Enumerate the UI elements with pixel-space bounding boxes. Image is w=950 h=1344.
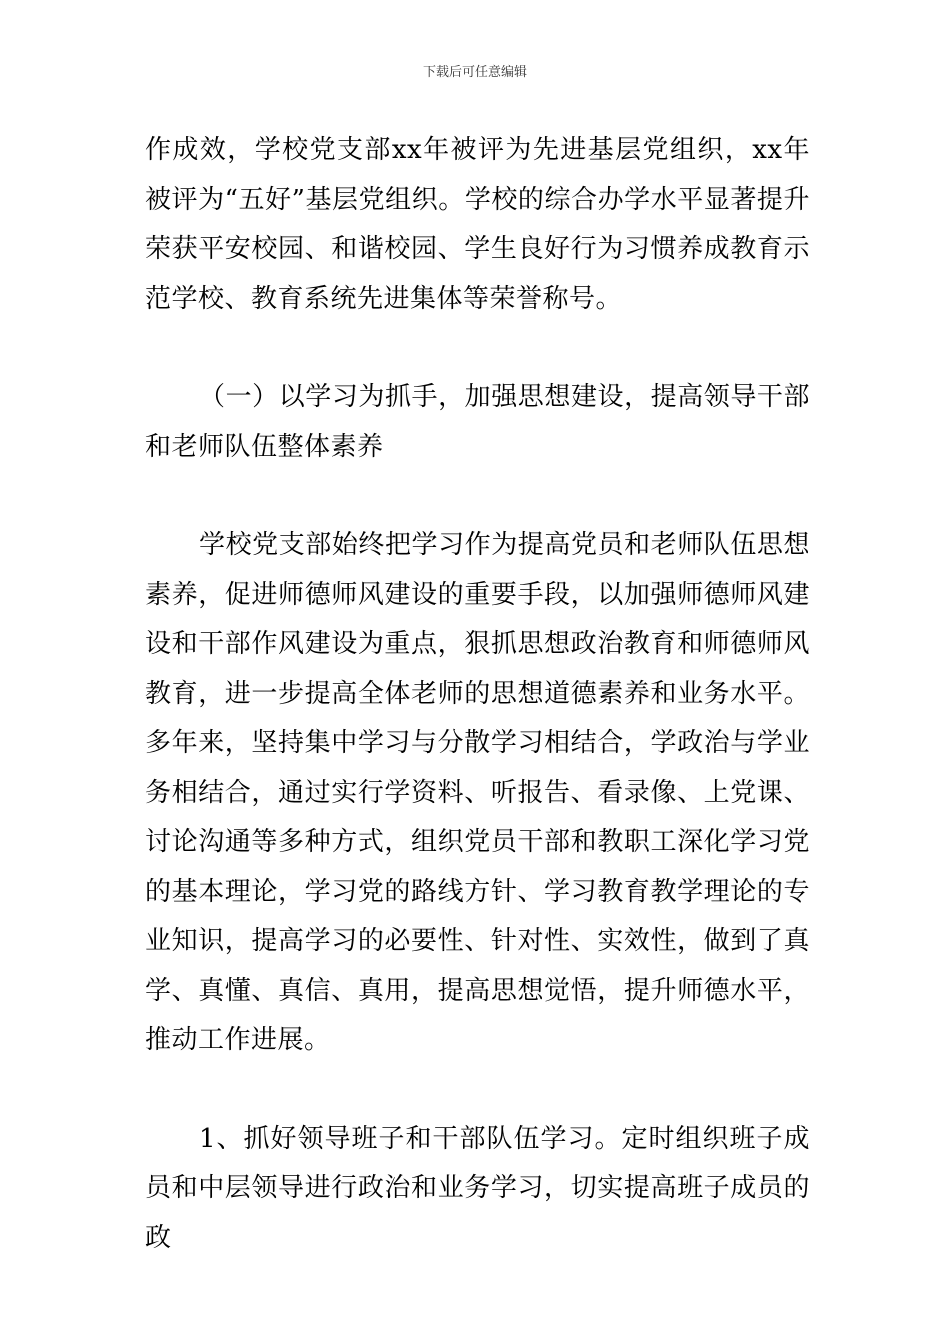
paragraph-gap bbox=[145, 1066, 810, 1115]
paragraph-leadership-study: 1、抓好领导班子和干部队伍学习。定时组织班子成员和中层领导进行政治和业务学习，切实提高班子成员的政 bbox=[145, 1123, 810, 1253]
page-header: 下载后可任意编辑 bbox=[422, 65, 527, 80]
document-body bbox=[145, 126, 810, 1263]
paragraph-study: 学校党支部始终把学习作为提高党员和老师队伍思想素养，促进师德师风建设的重要手段，以加强师德师风建设和干部作风建设为重点，狠抓思想政治教育和师德师风教育，进一步提高全体老师的思想道德素养和业务水平。多年来，坚持集中学习与分散学习相结合，学政治与学业务相结合，通过实行学资料、听报告、看录像、上党课、讨论沟通等多种方式，组织党员干部和教职工深化学习党的基本理论，学习党的路线方针、学习教育教学理论的专业知识，提高学习的必要性、针对性、实效性，做到了真学、真懂、真信、真用，提高思想觉悟，提升师德水平，推动工作进展。 bbox=[145, 530, 810, 1055]
paragraph-gap bbox=[145, 472, 810, 521]
paragraph-gap bbox=[145, 324, 810, 373]
paragraph-continuation: 作成效，学校党支部xx年被评为先进基层党组织，xx年被评为“五好”基层党组织。学校的综合办学水平显著提升荣获平安校园、和谐校园、学生良好行为习惯养成教育示范学校、教育系统先进集体等荣誉称号。 bbox=[145, 135, 810, 314]
section-heading: （一）以学习为抓手，加强思想建设，提高领导干部和老师队伍整体素养 bbox=[145, 382, 810, 462]
